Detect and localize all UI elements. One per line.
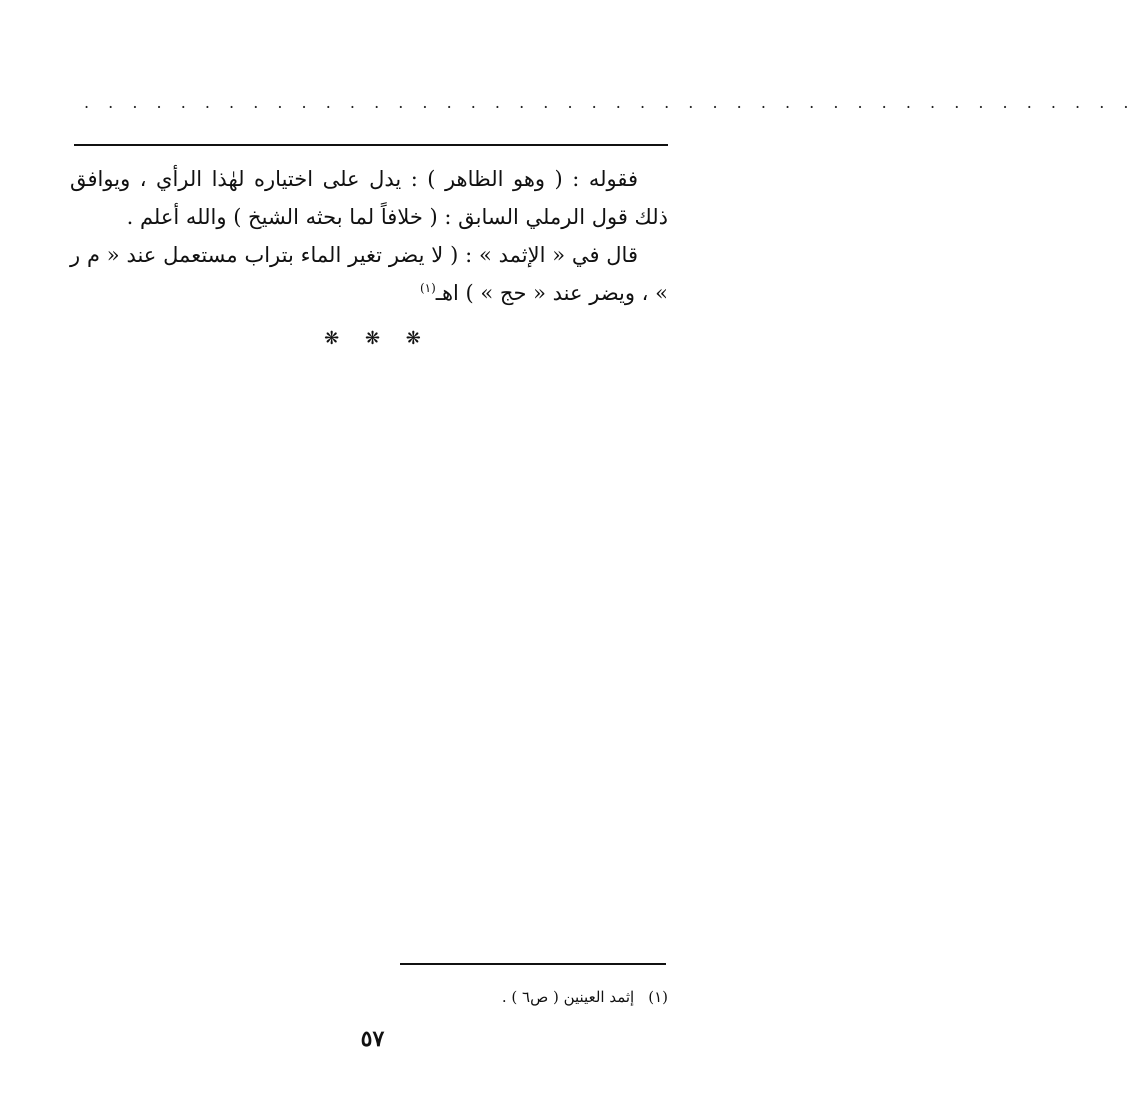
paragraph-2-text: قال في « الإثمد » : ( لا يضر تغير الماء بتراب مستعمل عند « م ر » ، ويضر عند « حج » ) اهـ	[70, 243, 668, 305]
paragraph-2	[70, 236, 668, 312]
section-break	[0, 328, 745, 349]
asterism-icon: ❋	[405, 328, 421, 349]
separator-dots: . . . . . . . . . . . . . . . . . . . . . . . . . . . . . . . . . . . . . . . . . . . .	[84, 93, 1135, 112]
footnote-text: إثمد العينين ( ص٦ ) .	[501, 988, 635, 1006]
paragraph-1: فقوله : ( وهو الظاهر ) : يدل على اختياره لهٰذا الرأي ، ويوافق ذلك قول الرملي السابق : ( خلافاً لما بحثه الشيخ ) والله أعلم .	[70, 167, 668, 229]
header-rule	[74, 144, 668, 146]
page-number: ٥٧	[360, 1026, 385, 1052]
footnote-rule	[400, 963, 666, 965]
asterism-icon: ❋	[364, 328, 381, 349]
asterism-icon: ❋	[324, 328, 340, 349]
footnote-reference[interactable]: (١)	[419, 281, 436, 295]
main-text	[70, 160, 668, 312]
footnote-number: (١)	[648, 988, 668, 1006]
footnote	[300, 985, 668, 1009]
